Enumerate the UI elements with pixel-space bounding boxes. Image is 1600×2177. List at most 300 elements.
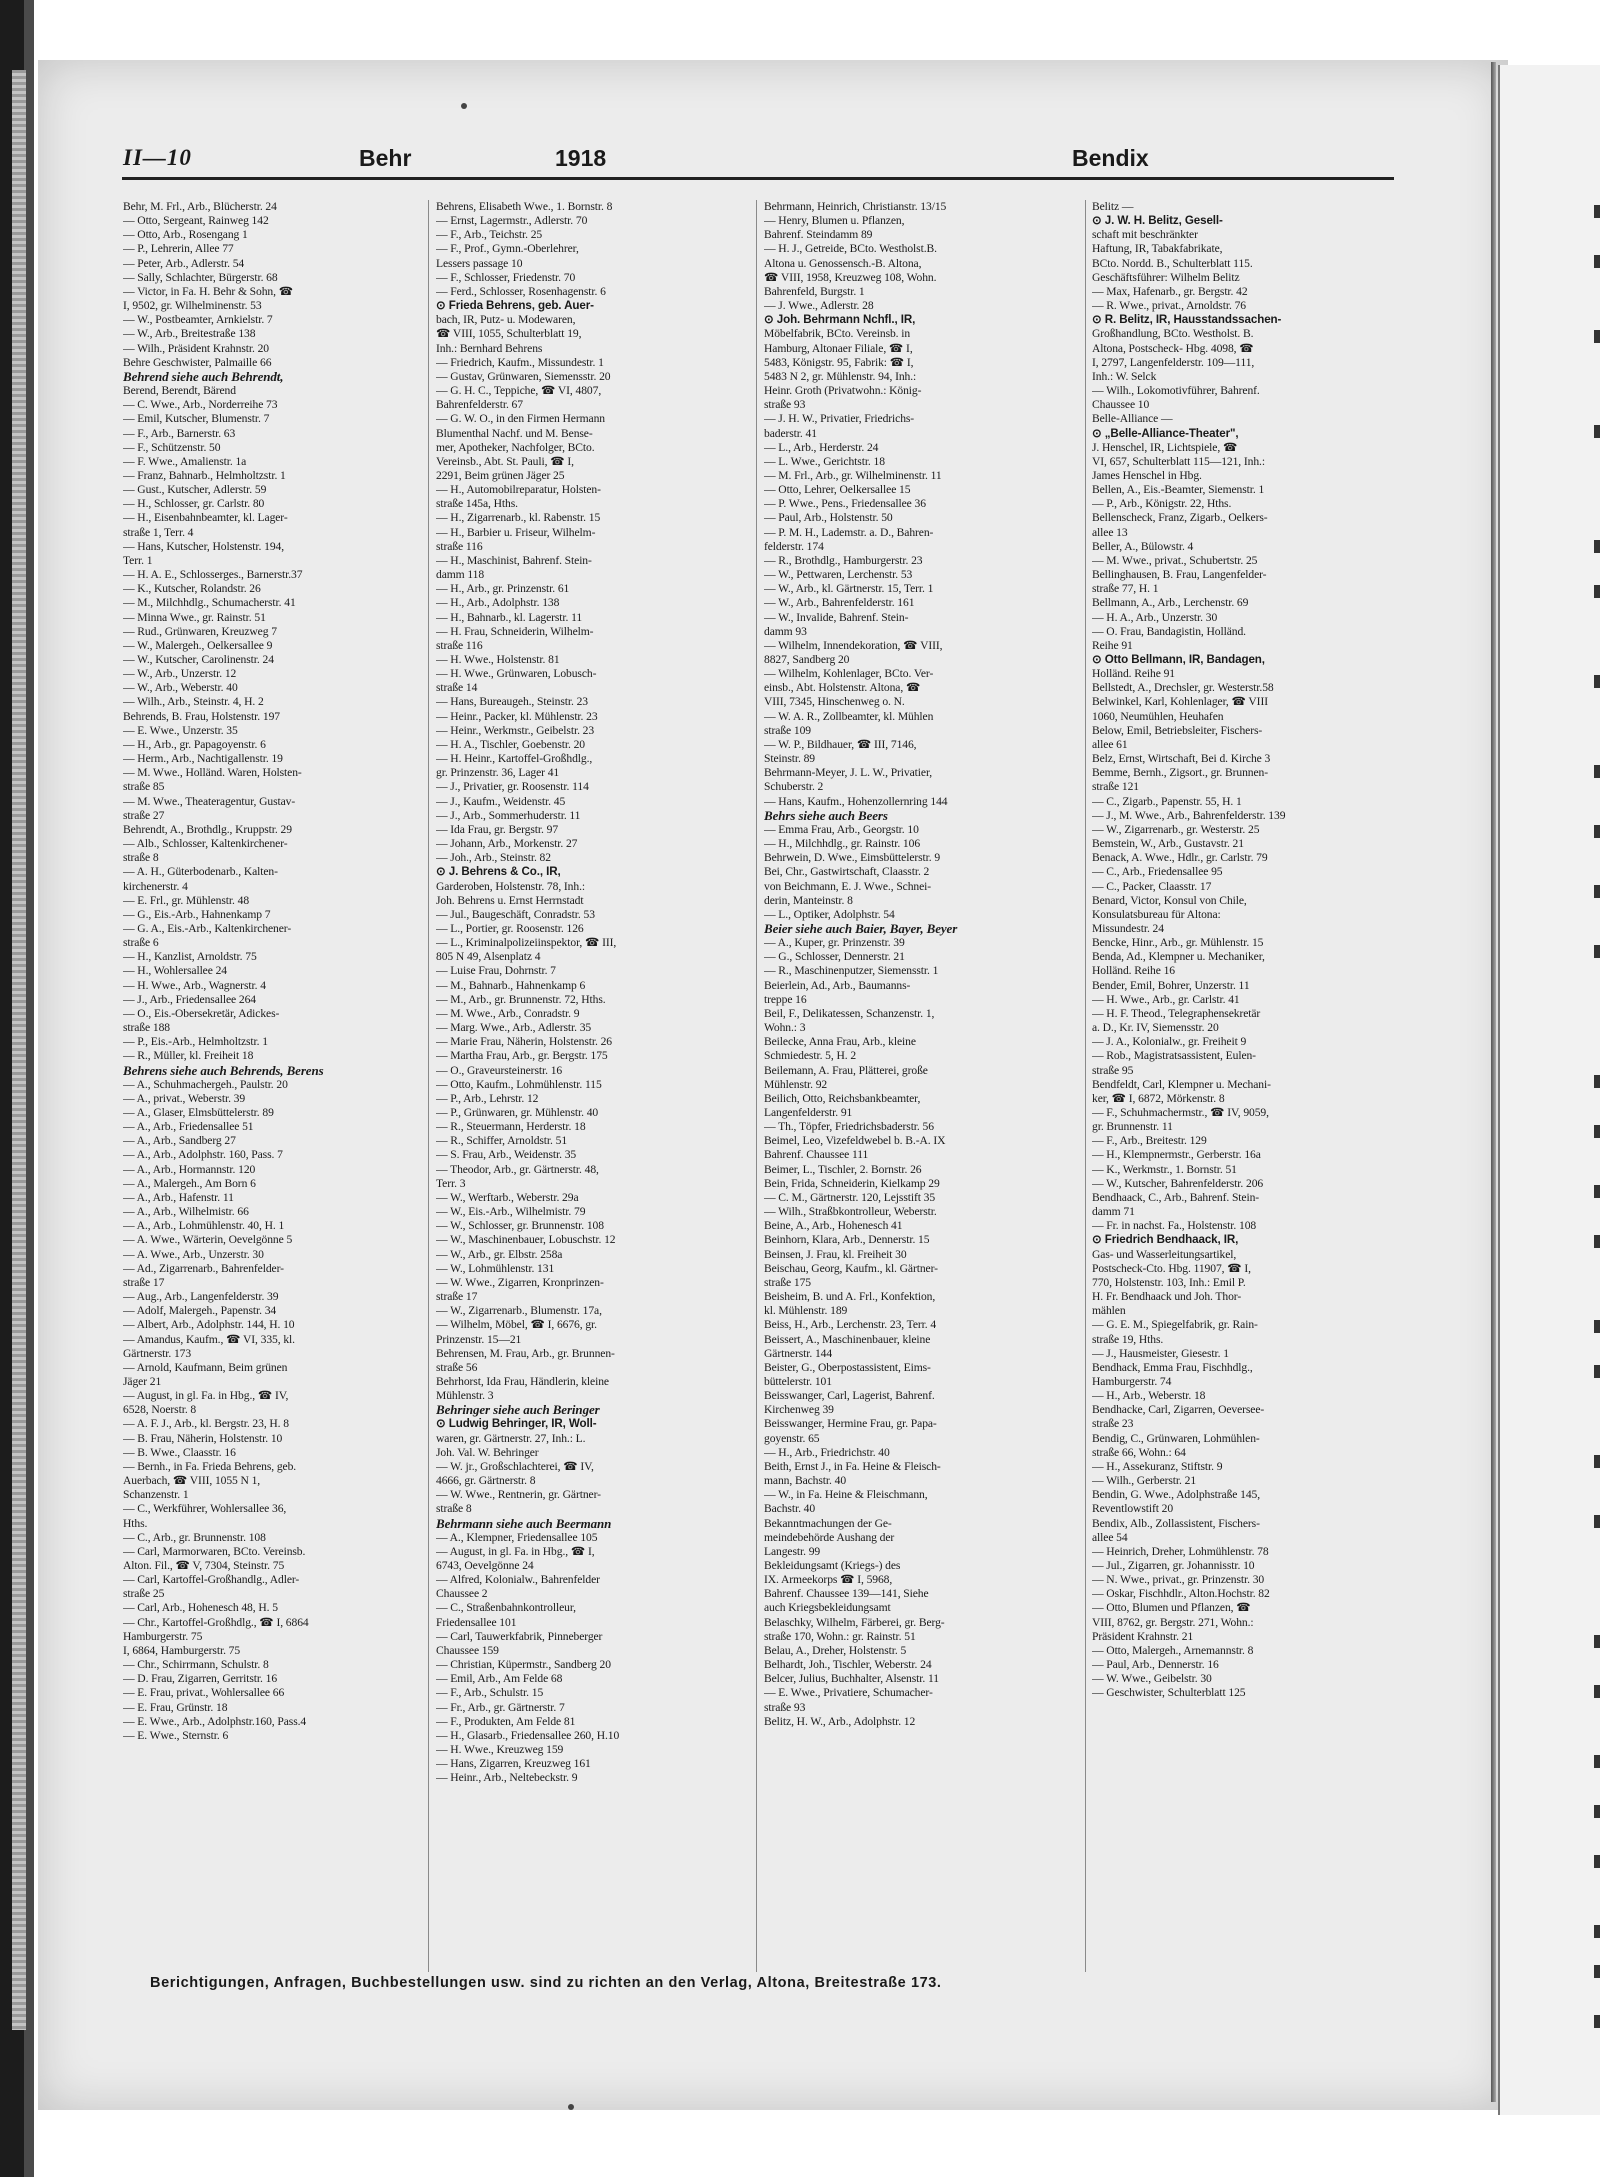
directory-entry: Bendfeldt, Carl, Klempner u. Mechani- [1092, 1077, 1271, 1091]
directory-entry: — Martha Frau, Arb., gr. Bergstr. 175 [436, 1049, 608, 1063]
directory-entry: Reventlowstift 20 [1092, 1502, 1174, 1516]
directory-entry: straße 188 [123, 1021, 170, 1035]
directory-entry: Steinstr. 89 [764, 752, 815, 766]
directory-entry: felderstr. 174 [764, 539, 824, 553]
facing-page-edge [1491, 62, 1496, 2102]
directory-entry: Beierlein, Ad., Arb., Baumanns- [764, 978, 911, 992]
directory-entry: Belaschky, Wilhelm, Färberei, gr. Berg- [764, 1615, 945, 1629]
directory-entry: — Otto, Malergeh., Arnemannstr. 8 [1092, 1643, 1254, 1657]
directory-entry: — H. A., Arb., Unzerstr. 30 [1092, 610, 1218, 624]
directory-entry: Beinsen, J. Frau, kl. Freiheit 30 [764, 1247, 907, 1261]
facing-page-mark [1594, 1925, 1600, 1938]
directory-entry: — H. A., Tischler, Goebenstr. 20 [436, 737, 585, 751]
directory-entry: — W., Arb., kl. Gärtnerstr. 15, Terr. 1 [764, 582, 934, 596]
directory-entry: — F., Schützenstr. 50 [123, 440, 221, 454]
directory-entry: Bellenscheck, Franz, Zigarb., Oelkers- [1092, 511, 1268, 525]
directory-entry: — Christian, Küpermstr., Sandberg 20 [436, 1658, 611, 1672]
directory-entry: straße 170, Wohn.: gr. Rainstr. 51 [764, 1629, 916, 1643]
facing-page-mark [1594, 1805, 1600, 1818]
directory-entry: Beller, A., Bülowstr. 4 [1092, 539, 1194, 553]
directory-entry: — H. F. Theod., Telegraphensekretär [1092, 1006, 1261, 1020]
directory-entry: allee 54 [1092, 1530, 1128, 1544]
directory-entry: Bellstedt, A., Drechsler, gr. Westerstr.58 [1092, 681, 1274, 695]
directory-entry: Beinhorn, Klara, Arb., Dennerstr. 15 [764, 1233, 930, 1247]
directory-entry: straße 23 [1092, 1417, 1134, 1431]
directory-entry: — A. Wwe., Arb., Unzerstr. 30 [123, 1247, 264, 1261]
directory-entry: — O. Frau, Bandagistin, Holländ. [1092, 624, 1246, 638]
directory-entry: — Aug., Arb., Langenfelderstr. 39 [123, 1290, 279, 1304]
directory-entry: — Emma Frau, Arb., Georgstr. 10 [764, 822, 919, 836]
directory-entry: — W., Postbeamter, Arnkielstr. 7 [123, 313, 273, 327]
directory-entry: — H., Arb., gr. Prinzenstr. 61 [436, 582, 570, 596]
directory-entry: Inh.: W. Selck [1092, 369, 1157, 383]
directory-entry: — S. Frau, Arb., Weidenstr. 35 [436, 1148, 577, 1162]
directory-entry: — Peter, Arb., Adlerstr. 54 [123, 256, 245, 270]
directory-entry: Benard, Victor, Konsul von Chile, [1092, 893, 1247, 907]
directory-entry: — J., Arb., Friedensallee 264 [123, 992, 256, 1006]
directory-entry: — E. Wwe., Privatiere, Schumacher- [764, 1686, 933, 1700]
directory-entry: treppe 16 [764, 992, 807, 1006]
directory-entry: Below, Emil, Betriebsleiter, Fischers- [1092, 723, 1263, 737]
directory-entry: Berend, Berendt, Bärend [123, 384, 236, 398]
facing-page-mark [1594, 585, 1600, 598]
directory-entry: — H., Milchhdlg., gr. Rainstr. 106 [764, 837, 921, 851]
directory-entry: Bahrenf. Chaussee 139—141, Siehe [764, 1587, 929, 1601]
directory-entry: — H., Arb., Weberstr. 18 [1092, 1389, 1206, 1403]
directory-entry: — K., Kutscher, Rolandstr. 26 [123, 582, 261, 596]
directory-entry: Hamburg, Altonaer Filiale, ☎ I, [764, 341, 913, 355]
directory-entry: straße 19, Hths. [1092, 1332, 1164, 1346]
directory-entry: Bekanntmachungen der Ge- [764, 1516, 892, 1530]
directory-entry: straße 77, H. 1 [1092, 582, 1159, 596]
directory-entry: Schanzenstr. 1 [123, 1488, 189, 1502]
directory-entry: — F., Arb., Teichstr. 25 [436, 228, 543, 242]
directory-entry: 6743, Oevelgönne 24 [436, 1559, 534, 1572]
directory-entry: Altona, Postscheck- Hbg. 4098, ☎ [1092, 341, 1254, 355]
directory-entry: — H., Glasarb., Friedensallee 260, H.10 [436, 1728, 620, 1742]
directory-entry: 2291, Beim grünen Jäger 25 [436, 468, 565, 482]
directory-entry: — M. Wwe., Holländ. Waren, Holsten- [123, 766, 302, 780]
directory-entry: auch Kriegsbekleidungsamt [764, 1601, 891, 1615]
directory-entry: — E. Frl., gr. Mühlenstr. 48 [123, 893, 250, 907]
directory-entry: — Hans, Zigarren, Kreuzweg 161 [436, 1757, 591, 1771]
directory-entry: — A., Klempner, Friedensallee 105 [436, 1530, 598, 1544]
directory-entry: straße 85 [123, 780, 165, 794]
directory-entry: Garderoben, Holstenstr. 78, Inh.: [436, 879, 585, 893]
directory-entry: Belcer, Julius, Buchhalter, Alsenstr. 11 [764, 1672, 939, 1686]
directory-entry: — B. Wwe., Claasstr. 16 [123, 1445, 236, 1459]
directory-entry: VI, 657, Schulterblatt 115—121, Inh.: [1092, 454, 1265, 468]
directory-entry: Behrens, Elisabeth Wwe., 1. Bornstr. 8 [436, 200, 613, 213]
directory-entry: Belle-Alliance — [1092, 412, 1173, 426]
directory-entry: — H. J., Getreide, BCto. Westholst.B. [764, 242, 937, 256]
directory-entry: ⊙ Otto Bellmann, IR, Bandagen, [1092, 653, 1265, 666]
directory-entry: Bahrenfeld, Burgstr. 1 [764, 284, 865, 298]
directory-entry: — Wilh., Präsident Krahnstr. 20 [123, 341, 269, 355]
directory-entry: — M., Arb., gr. Brunnenstr. 72, Hths. [436, 992, 606, 1006]
directory-entry: straße 17 [123, 1275, 165, 1289]
directory-entry: straße 8 [436, 1502, 472, 1516]
directory-entry: Missundestr. 24 [1092, 921, 1164, 935]
directory-entry: J. Henschel, IR, Lichtspiele, ☎ [1092, 440, 1238, 454]
binding-edge [12, 70, 26, 2030]
directory-entry: — C., Arb., gr. Brunnenstr. 108 [123, 1530, 266, 1544]
directory-entry: — Arnold, Kaufmann, Beim grünen [123, 1360, 288, 1374]
directory-entry: Bendhack, Emma Frau, Fischhdlg., [1092, 1360, 1253, 1374]
directory-entry: Beissert, A., Maschinenbauer, kleine [764, 1332, 931, 1346]
directory-entry: bach, IR, Putz- u. Modewaren, [436, 313, 576, 327]
facing-page-mark [1594, 1125, 1600, 1138]
directory-column-4 [1092, 200, 1392, 1701]
directory-entry: Belitz, H. W., Arb., Adolphstr. 12 [764, 1714, 916, 1728]
directory-entry: 1060, Neumühlen, Heuhafen [1092, 709, 1224, 723]
directory-entry: — Minna Wwe., gr. Rainstr. 51 [123, 610, 266, 624]
directory-entry: 4666, gr. Gärtnerstr. 8 [436, 1474, 536, 1488]
directory-entry: straße 109 [764, 723, 811, 737]
directory-entry: Friedensallee 101 [436, 1615, 517, 1629]
directory-entry: — Emil, Arb., Am Felde 68 [436, 1672, 563, 1686]
directory-entry: straße 121 [1092, 780, 1139, 794]
directory-entry: — L., Portier, gr. Roosenstr. 126 [436, 921, 584, 935]
directory-entry: Hamburgerstr. 74 [1092, 1374, 1172, 1388]
directory-entry: — W., Schlosser, gr. Brunnenstr. 108 [436, 1219, 604, 1233]
directory-entry: — M. Wwe., Theateragentur, Gustav- [123, 794, 296, 808]
directory-entry: — C. Wwe., Arb., Norderreihe 73 [123, 398, 278, 412]
directory-entry: Beith, Ernst J., in Fa. Heine & Fleisch- [764, 1459, 941, 1473]
directory-entry: damm 71 [1092, 1205, 1135, 1219]
directory-entry: Belhardt, Joh., Tischler, Weberstr. 24 [764, 1658, 932, 1672]
directory-entry: — Gustav, Grünwaren, Siemensstr. 20 [436, 369, 611, 383]
directory-entry: — A., Arb., Lohmühlenstr. 40, H. 1 [123, 1219, 285, 1233]
directory-entry: — M., Milchhdlg., Schumacherstr. 41 [123, 596, 296, 610]
directory-entry: baderstr. 41 [764, 426, 817, 440]
directory-entry: — G. E. M., Spiegelfabrik, gr. Rain- [1092, 1318, 1258, 1332]
directory-entry: von Beichmann, E. J. Wwe., Schnei- [764, 879, 932, 893]
directory-entry: — H., Arb., Adolphstr. 138 [436, 596, 560, 610]
directory-entry: Behrs siehe auch Beers [764, 808, 888, 823]
facing-page-mark [1594, 1855, 1600, 1868]
directory-entry: — J., Hausmeister, Giesestr. 1 [1092, 1346, 1229, 1360]
directory-entry: Beilich, Otto, Reichsbankbeamter, [764, 1091, 921, 1105]
directory-entry: — Friedrich, Kaufm., Missundestr. 1 [436, 355, 604, 369]
directory-entry: — Fr. in nachst. Fa., Holstenstr. 108 [1092, 1219, 1257, 1233]
directory-entry: 805 N 49, Alsenplatz 4 [436, 950, 541, 964]
facing-page-mark [1594, 765, 1600, 778]
facing-page-mark [1594, 1075, 1600, 1088]
directory-entry: — G. A., Eis.-Arb., Kaltenkirchener- [123, 921, 292, 935]
directory-entry: Behrmann-Meyer, J. L. W., Privatier, [764, 766, 933, 780]
directory-entry: allee 61 [1092, 737, 1128, 751]
directory-entry: — E. Wwe., Arb., Adolphstr.160, Pass.4 [123, 1714, 307, 1728]
directory-entry: — A., Kuper, gr. Prinzenstr. 39 [764, 936, 905, 950]
directory-entry: — Geschwister, Schulterblatt 125 [1092, 1686, 1246, 1700]
directory-entry: BCto. Nordd. B., Schulterblatt 115. [1092, 256, 1253, 270]
ink-dot [461, 103, 467, 109]
facing-page-mark [1594, 205, 1600, 218]
directory-entry: Möbelfabrik, BCto. Vereinsb. in [764, 327, 911, 341]
directory-entry: — P. Wwe., Pens., Friedensallee 36 [764, 497, 926, 511]
directory-entry: — August, in gl. Fa. in Hbg., ☎ I, [436, 1544, 595, 1558]
directory-entry: Benack, A. Wwe., Hdlr., gr. Carlstr. 79 [1092, 851, 1268, 865]
facing-page-mark [1594, 1965, 1600, 1978]
directory-entry: Bencke, Hinr., Arb., gr. Mühlenstr. 15 [1092, 936, 1264, 950]
directory-entry: Belwinkel, Karl, Kohlenlager, ☎ VIII [1092, 695, 1268, 709]
directory-entry: — A., Arb., Hafenstr. 11 [123, 1190, 234, 1204]
directory-entry: gr. Brunnenstr. 11 [1092, 1120, 1173, 1134]
directory-entry: ☎ VIII, 1958, Kreuzweg 108, Wohn. [764, 270, 937, 284]
directory-entry: — P., Arb., Königstr. 22, Hths. [1092, 497, 1232, 511]
directory-entry: — Wilh., Straßbkontrolleur, Weberstr. [764, 1205, 937, 1219]
directory-entry: — Otto, Lehrer, Oelkersallee 15 [764, 483, 911, 497]
directory-entry: straße 116 [436, 539, 483, 553]
directory-entry: Lessers passage 10 [436, 256, 523, 270]
directory-entry: Jäger 21 [123, 1374, 162, 1388]
directory-entry: Konsulatsbureau für Altona: [1092, 907, 1221, 921]
directory-entry: — W., Zigarrenarb., Blumenstr. 17a, [436, 1304, 602, 1318]
directory-entry: — C., Arb., Friedensallee 95 [1092, 865, 1223, 879]
directory-entry: — L., Optiker, Adolphstr. 54 [764, 907, 895, 921]
directory-entry: — O., Graveursteinerstr. 16 [436, 1063, 563, 1077]
directory-entry: — Heinr., Arb., Neltebeckstr. 9 [436, 1771, 578, 1785]
directory-entry: Bendix, Alb., Zollassistent, Fischers- [1092, 1516, 1260, 1530]
directory-entry: — W., Kutscher, Bahrenfelderstr. 206 [1092, 1176, 1264, 1190]
directory-entry: Kirchenweg 39 [764, 1403, 834, 1417]
directory-entry: straße 66, Wohn.: 64 [1092, 1445, 1186, 1459]
directory-entry: — E. Frau, privat., Wohlersallee 66 [123, 1686, 285, 1700]
directory-entry: — A., Arb., Friedensallee 51 [123, 1120, 254, 1134]
directory-entry: — P., Eis.-Arb., Helmholtzstr. 1 [123, 1035, 268, 1049]
directory-entry: — H. Wwe., Arb., gr. Carlstr. 41 [1092, 992, 1240, 1006]
directory-entry: waren, gr. Gärtnerstr. 27, Inh.: L. [436, 1431, 586, 1445]
directory-entry: ⊙ Joh. Behrmann Nchfl., IR, [764, 313, 916, 327]
directory-entry: — Max, Hafenarb., gr. Bergstr. 42 [1092, 284, 1248, 298]
header-last-entry: Bendix [1072, 145, 1149, 171]
directory-entry: straße 8 [123, 851, 159, 865]
directory-entry: Behrendt, A., Brothdlg., Kruppstr. 29 [123, 822, 292, 836]
directory-entry: — A., Arb., Sandberg 27 [123, 1134, 236, 1148]
directory-entry: — Hans, Kaufm., Hohenzollernring 144 [764, 794, 948, 808]
directory-entry: — W., Werftarb., Weberstr. 29a [436, 1190, 579, 1204]
column-divider [428, 200, 429, 1972]
directory-entry: — Wilhelm, Kohlenlager, BCto. Ver- [764, 667, 934, 681]
directory-entry: — Theodor, Arb., gr. Gärtnerstr. 48, [436, 1162, 599, 1176]
directory-entry: — Otto, Sergeant, Rainweg 142 [123, 214, 269, 228]
directory-entry: — W. A. R., Zollbeamter, kl. Mühlen [764, 709, 934, 723]
directory-entry: ⊙ Ludwig Behringer, IR, Woll- [436, 1417, 597, 1431]
directory-entry: Beiss, H., Arb., Lerchenstr. 23, Terr. 4 [764, 1318, 937, 1332]
directory-entry: — Wilh., Gerberstr. 21 [1092, 1474, 1197, 1488]
directory-entry: — L., Arb., Herderstr. 24 [764, 440, 879, 454]
directory-entry: — Marie Frau, Näherin, Holstenstr. 26 [436, 1035, 612, 1049]
directory-entry: — F., Arb., Barnerstr. 63 [123, 426, 236, 440]
directory-entry: — J. Wwe., Adlerstr. 28 [764, 299, 874, 313]
directory-entry: Gärtnerstr. 173 [123, 1346, 192, 1360]
directory-entry: — H., Barbier u. Friseur, Wilhelm- [436, 525, 596, 539]
directory-entry: — F., Prof., Gymn.-Oberlehrer, [436, 242, 579, 256]
directory-entry: Bahrenfelderstr. 67 [436, 398, 523, 412]
directory-entry: — H., Arb., gr. Papagoyenstr. 6 [123, 737, 266, 751]
directory-entry: — Wilh., Arb., Steinstr. 4, H. 2 [123, 695, 264, 709]
directory-entry: — H. Wwe., Kreuzweg 159 [436, 1743, 564, 1757]
directory-entry: Holländ. Reihe 16 [1092, 964, 1175, 978]
directory-entry: Bahrenf. Chaussee 111 [764, 1148, 869, 1162]
directory-entry: — W., in Fa. Heine & Fleischmann, [764, 1488, 928, 1502]
ink-dot [568, 2104, 574, 2110]
directory-entry: Beisswanger, Carl, Lagerist, Bahrenf. [764, 1389, 935, 1403]
directory-entry: Joh. Behrens u. Ernst Herrnstadt [436, 893, 584, 907]
directory-entry: — H., Automobilreparatur, Holsten- [436, 483, 601, 497]
directory-entry: — Carl, Tauwerkfabrik, Pinneberger [436, 1629, 603, 1643]
directory-entry: Geschäftsführer: Wilhelm Belitz [1092, 270, 1240, 284]
directory-entry: Terr. 1 [123, 553, 153, 567]
directory-entry: Joh. Val. W. Behringer [436, 1445, 539, 1459]
directory-entry: Gas- und Wasserleitungsartikel, [1092, 1247, 1237, 1261]
directory-entry: — B. Frau, Näherin, Holstenstr. 10 [123, 1431, 283, 1445]
directory-entry: — Carl, Marmorwaren, BCto. Vereinsb. [123, 1544, 306, 1558]
directory-entry: — W., Maschinenbauer, Lobuschstr. 12 [436, 1233, 616, 1247]
directory-entry: — W., Arb., gr. Elbstr. 258a [436, 1247, 563, 1261]
directory-entry: — Franz, Bahnarb., Helmholtzstr. 1 [123, 468, 286, 482]
directory-entry: — J., M. Wwe., Arb., Bahrenfelderstr. 139 [1092, 808, 1286, 822]
directory-entry: Beilecke, Anna Frau, Arb., kleine [764, 1035, 916, 1049]
facing-page-mark [1594, 255, 1600, 268]
directory-column-3 [764, 200, 1054, 1729]
directory-entry: — P., Arb., Lehrstr. 12 [436, 1091, 539, 1105]
directory-entry: — Carl, Kartoffel-Großhandlg., Adler- [123, 1573, 300, 1587]
directory-entry: ⊙ R. Belitz, IR, Hausstandssachen- [1092, 313, 1282, 327]
directory-entry: Terr. 3 [436, 1176, 466, 1190]
directory-entry: — Heinrich, Dreher, Lohmühlenstr. 78 [1092, 1544, 1269, 1558]
directory-entry: mer, Apotheker, Nachfolger, BCto. [436, 440, 595, 454]
directory-entry: — Victor, in Fa. H. Behr & Sohn, ☎ [123, 284, 294, 298]
directory-entry: — A., Arb., Adolphstr. 160, Pass. 7 [123, 1148, 283, 1162]
page-header [123, 145, 1149, 175]
directory-entry: damm 93 [764, 624, 807, 638]
directory-entry: mählen [1092, 1304, 1126, 1318]
directory-entry: — R. Wwe., privat., Arnoldstr. 76 [1092, 299, 1246, 313]
directory-entry: — J., Kaufm., Weidenstr. 45 [436, 794, 566, 808]
directory-entry: — M. Wwe., Arb., Conradstr. 9 [436, 1006, 580, 1020]
directory-entry: — H. Heinr., Kartoffel-Großhdlg., [436, 752, 593, 766]
directory-entry: — Adolf, Malergeh., Papenstr. 34 [123, 1304, 277, 1318]
directory-entry: — Heinr., Packer, kl. Mühlenstr. 23 [436, 709, 598, 723]
directory-entry: straße 116 [436, 638, 483, 652]
directory-entry: — W., Arb., Bahrenfelderstr. 161 [764, 596, 915, 610]
directory-entry: Belz, Ernst, Wirtschaft, Bei d. Kirche 3 [1092, 752, 1271, 766]
directory-entry: Bellmann, A., Arb., Lerchenstr. 69 [1092, 596, 1249, 610]
directory-entry: Bellen, A., Eis.-Beamter, Siemenstr. 1 [1092, 483, 1265, 497]
directory-entry: Chaussee 159 [436, 1643, 499, 1657]
directory-entry: straße 93 [764, 1700, 806, 1714]
directory-entry: Reihe 91 [1092, 638, 1133, 652]
directory-entry: Inh.: Bernhard Behrens [436, 341, 543, 355]
directory-entry: — Herm., Arb., Nachtigallenstr. 19 [123, 752, 283, 766]
directory-entry: einsb., Abt. Holstenstr. Altona, ☎ [764, 681, 921, 695]
directory-entry: — P., Lehrerin, Allee 77 [123, 242, 234, 256]
directory-entry: Behrmann, Heinrich, Christianstr. 13/15 [764, 200, 947, 213]
directory-entry: — Joh., Arb., Steinstr. 82 [436, 851, 551, 865]
directory-entry: — H. Wwe., Grünwaren, Lobusch- [436, 667, 597, 681]
directory-entry: — A. Wwe., Wärterin, Oevelgönne 5 [123, 1233, 293, 1247]
directory-entry: — Marg. Wwe., Arb., Adlerstr. 35 [436, 1021, 592, 1035]
directory-entry: — J., Privatier, gr. Roosenstr. 114 [436, 780, 589, 794]
directory-entry: — Hans, Kutscher, Holstenstr. 194, [123, 539, 285, 553]
directory-entry: — W., Lohmühlenstr. 131 [436, 1261, 555, 1275]
facing-page-mark [1594, 1320, 1600, 1333]
directory-entry: Behre Geschwister, Palmaille 66 [123, 355, 272, 369]
directory-entry: Postscheck-Cto. Hbg. 11907, ☎ I, [1092, 1261, 1251, 1275]
directory-entry: straße 93 [764, 398, 806, 412]
directory-entry: — A., Schuhmachergeh., Paulstr. 20 [123, 1077, 288, 1091]
directory-entry: straße 56 [436, 1360, 478, 1374]
directory-entry: Bender, Emil, Bohrer, Unzerstr. 11 [1092, 978, 1250, 992]
directory-entry: Beisheim, B. und A. Frl., Konfektion, [764, 1290, 936, 1304]
directory-entry: — Albert, Arb., Adolphstr. 144, H. 10 [123, 1318, 295, 1332]
directory-entry: VIII, 7345, Hinschenweg o. N. [764, 695, 905, 709]
directory-entry: ⊙ Friedrich Bendhaack, IR, [1092, 1233, 1239, 1247]
directory-entry: — Amandus, Kaufm., ☎ VI, 335, kl. [123, 1332, 295, 1346]
directory-entry: — Bernh., in Fa. Frieda Behrens, geb. [123, 1459, 297, 1473]
facing-page-mark [1594, 330, 1600, 343]
directory-entry: ⊙ J. W. H. Belitz, Gesell- [1092, 214, 1223, 228]
directory-entry: — L., Kriminalpolizeiinspektor, ☎ III, [436, 936, 617, 950]
directory-entry: büttelerstr. 101 [764, 1374, 832, 1388]
directory-entry: — Rud., Grünwaren, Kreuzweg 7 [123, 624, 277, 638]
directory-entry: Beisswanger, Hermine Frau, gr. Papa- [764, 1417, 937, 1431]
directory-entry: — W. P., Bildhauer, ☎ III, 7146, [764, 737, 917, 751]
directory-entry: I, 9502, gr. Wilhelminenstr. 53 [123, 299, 262, 313]
directory-entry: — Ida Frau, gr. Bergstr. 97 [436, 822, 559, 836]
header-rule [122, 177, 1394, 180]
directory-entry: — H., Wohlersallee 24 [123, 964, 227, 978]
directory-entry: mann, Bachstr. 40 [764, 1474, 847, 1488]
directory-entry: — H., Zigarrenarb., kl. Rabenstr. 15 [436, 511, 601, 525]
directory-entry: — W., Arb., Weberstr. 40 [123, 681, 238, 695]
directory-entry: — W., Kutscher, Carolinenstr. 24 [123, 653, 274, 666]
directory-entry: ☎ VIII, 1055, Schulterblatt 19, [436, 327, 582, 341]
directory-entry: straße 175 [764, 1275, 811, 1289]
directory-entry: — M. Wwe., privat., Schubertstr. 25 [1092, 553, 1258, 567]
directory-entry: Behrensen, M. Frau, Arb., gr. Brunnen- [436, 1346, 615, 1360]
directory-entry: H. Fr. Bendhaack und Joh. Thor- [1092, 1290, 1242, 1304]
directory-entry: — Otto, Kaufm., Lohmühlenstr. 115 [436, 1077, 602, 1091]
directory-entry: allee 13 [1092, 525, 1128, 539]
directory-entry: — Paul, Arb., Holstenstr. 50 [764, 511, 893, 525]
directory-entry: I, 2797, Langenfelderstr. 109—111, [1092, 355, 1255, 369]
directory-entry: ker, ☎ I, 6872, Mörkenstr. 8 [1092, 1091, 1225, 1105]
directory-entry: Belau, A., Dreher, Holstenstr. 5 [764, 1643, 907, 1657]
directory-entry: — R., Steuermann, Herderstr. 18 [436, 1120, 586, 1134]
directory-entry: Bachstr. 40 [764, 1502, 816, 1516]
directory-entry: Beil, F., Delikatessen, Schanzenstr. 1, [764, 1006, 935, 1020]
directory-entry: — H., Klempnermstr., Gerberstr. 16a [1092, 1148, 1261, 1162]
facing-page-mark [1594, 425, 1600, 438]
directory-entry: — W., Invalide, Bahrenf. Stein- [764, 610, 909, 624]
facing-page-mark [1594, 1515, 1600, 1528]
directory-entry: — Oskar, Fischhdlr., Alton.Hochstr. 82 [1092, 1587, 1270, 1601]
directory-entry: a. D., Kr. IV, Siemensstr. 20 [1092, 1021, 1219, 1035]
column-divider [1085, 200, 1086, 1972]
directory-entry: straße 145a, Hths. [436, 497, 518, 511]
directory-entry: Präsident Krahnstr. 21 [1092, 1629, 1194, 1643]
directory-entry: — F. Wwe., Amalienstr. 1a [123, 454, 247, 468]
directory-entry: Haftung, IR, Tabakfabrikate, [1092, 242, 1223, 256]
directory-entry: Chaussee 10 [1092, 398, 1150, 412]
directory-entry: — M., Bahnarb., Hahnenkamp 6 [436, 978, 586, 992]
facing-page-mark [1594, 675, 1600, 688]
directory-entry: — W., Arb., Unzerstr. 12 [123, 667, 237, 681]
directory-entry: — A., privat., Weberstr. 39 [123, 1091, 246, 1105]
